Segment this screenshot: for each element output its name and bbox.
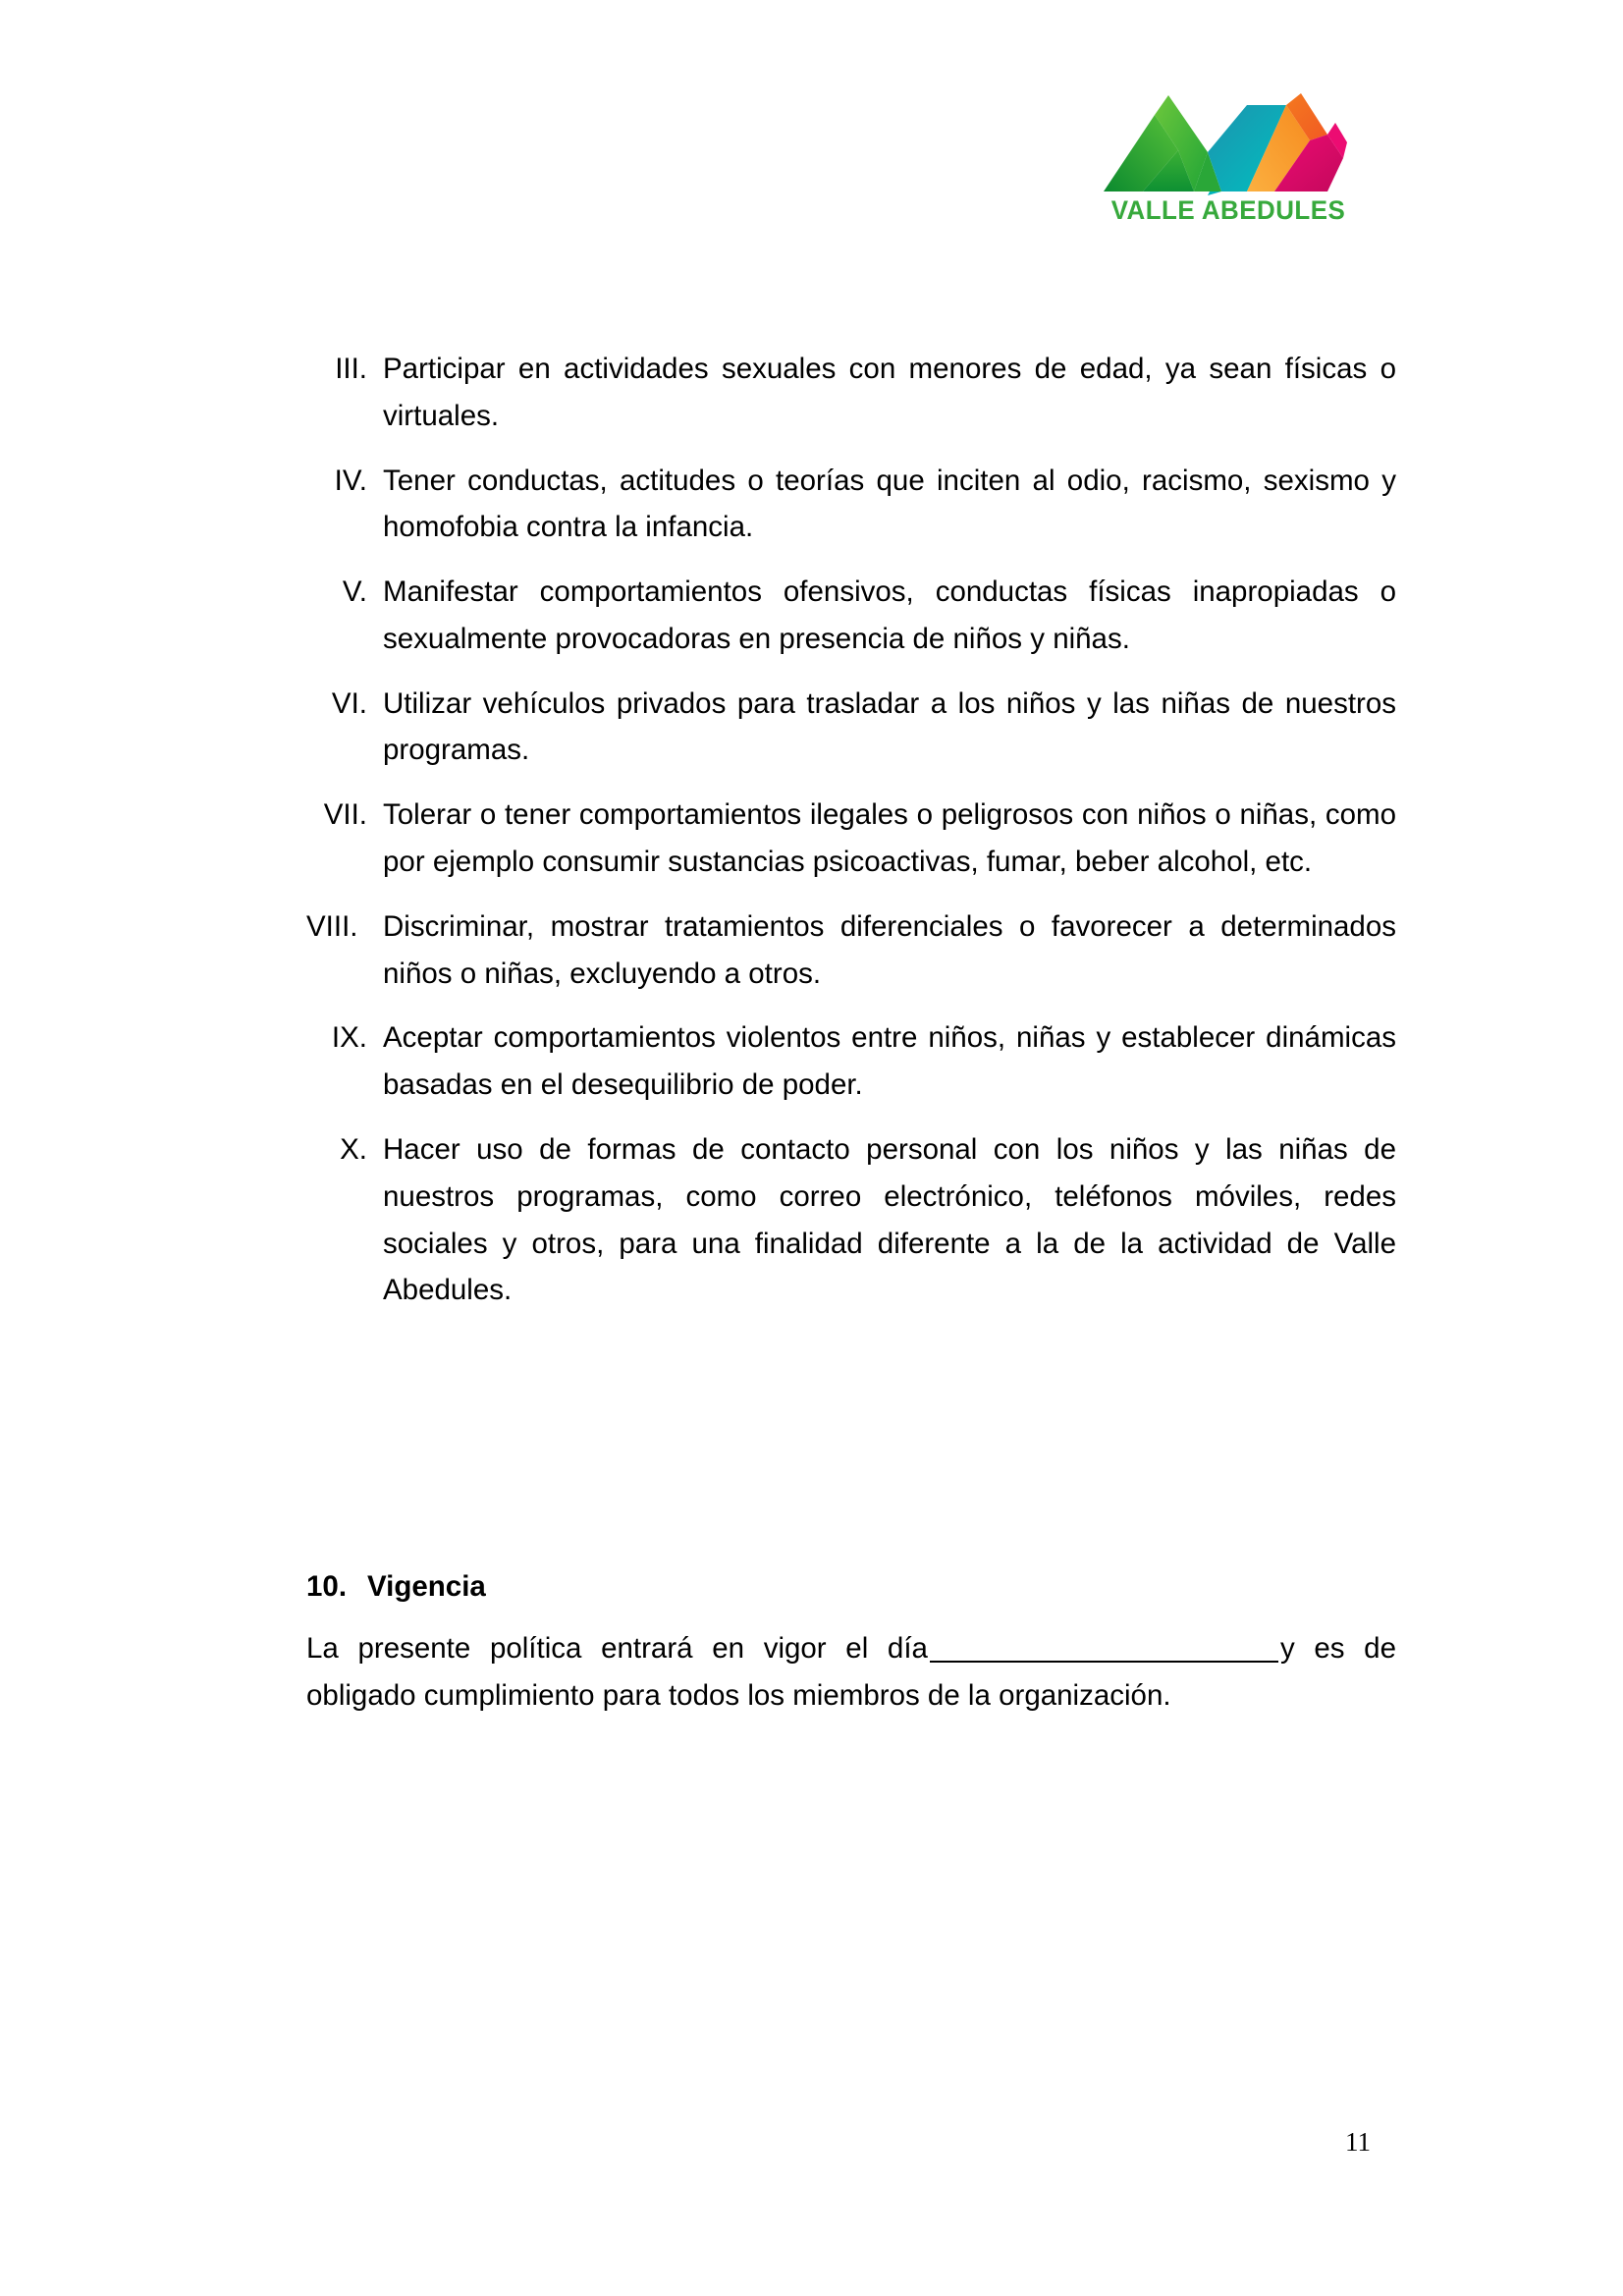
prohibited-conduct-list [306,346,1396,1314]
list-item [306,458,1396,552]
list-item-text: Tolerar o tener comportamientos ilegales o peligrosos con niños o niñas, como por ejemplo consumir sustancias psicoactivas, fumar, beber alcohol, etc. [383,798,1396,879]
list-item-text: Tener conductas, actitudes o teorías que inciten al odio, racismo, sexismo y homofobia contra la infancia. [383,464,1396,544]
section-heading-vigencia [306,1563,486,1610]
logo-wordmark: VALLE ABEDULES [1110,195,1346,225]
list-item-marker: IV. [334,464,367,497]
list-item [306,1014,1396,1109]
list-item [306,792,1396,886]
list-item-text: Utilizar vehículos privados para trasladar a los niños y las niñas de nuestros programas. [383,686,1396,767]
date-blank-fill-in[interactable] [930,1661,1278,1663]
list-item-text: Aceptar comportamientos violentos entre niños, niñas y establecer dinámicas basadas en el desequilibrio de poder. [383,1021,1396,1102]
list-item-marker: III. [335,353,367,385]
page-header [1100,93,1375,241]
list-item-marker: X. [340,1132,367,1166]
list-item-marker: VI. [331,686,367,720]
main-content [306,346,1396,1314]
list-item [306,903,1396,998]
paragraph-text-after-blank: y es de obligado cumplimiento para todos los miembros de la organización. [306,1632,1396,1712]
list-item [306,569,1396,663]
list-item-text: Manifestar comportamientos ofensivos, conductas físicas inapropiadas o sexualmente provocadoras en presencia de niños y niñas. [383,575,1396,655]
section-paragraph-vigencia [306,1625,1396,1720]
list-item [306,681,1396,775]
paragraph-text-before-blank: La presente política entrará en vigor el día [306,1632,928,1665]
section-number: 10. [306,1570,348,1603]
list-item-text: Hacer uso de formas de contacto personal con los niños y las niñas de nuestros programas, como correo electrónico, teléfonos móviles, redes sociales y otros, para una finalidad diferente a la de la actividad de Valle Abedules. [383,1132,1396,1307]
list-item-marker: V. [342,575,367,609]
list-item [306,1126,1396,1314]
list-item-marker: IX. [331,1021,367,1055]
list-item-text: Participar en actividades sexuales con menores de edad, ya sean físicas o virtuales. [383,353,1396,432]
list-item-marker: VIII. [306,909,358,943]
list-item-marker: VII. [323,798,367,832]
list-item [306,346,1396,440]
page-number: 11 [1345,2127,1371,2157]
section-title: Vigencia [367,1570,486,1603]
valle-abedules-logo-icon [1100,93,1357,199]
list-item-text: Discriminar, mostrar tratamientos diferenciales o favorecer a determinados niños o niñas, excluyendo a otros. [383,909,1396,990]
